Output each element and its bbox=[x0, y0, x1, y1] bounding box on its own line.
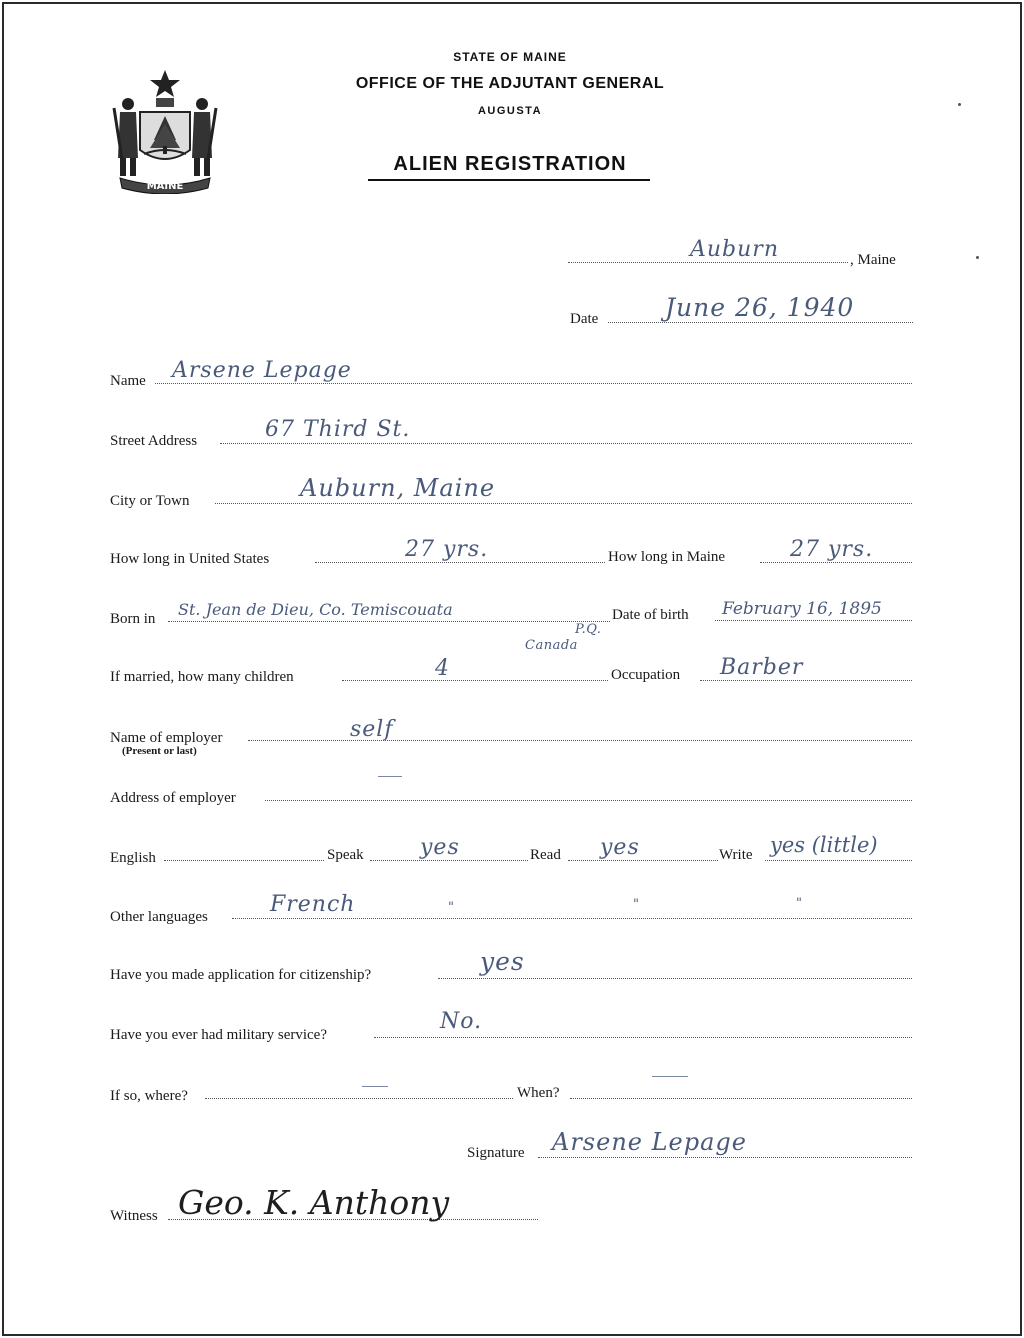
street-value: 67 Third St. bbox=[265, 417, 411, 442]
name-label: Name bbox=[110, 373, 146, 389]
employer-line bbox=[248, 740, 912, 741]
children-label: If married, how many children bbox=[110, 669, 294, 685]
place-line bbox=[568, 262, 848, 263]
employer-address-label: Address of employer bbox=[110, 790, 236, 806]
city-value: Auburn, Maine bbox=[300, 474, 496, 502]
date-value: June 26, 1940 bbox=[665, 293, 855, 322]
dob-value: February 16, 1895 bbox=[722, 599, 882, 619]
dob-label: Date of birth bbox=[612, 607, 689, 623]
name-value: Arsene Lepage bbox=[172, 358, 352, 383]
english-label: English bbox=[110, 850, 156, 866]
witness-value: Geo. K. Anthony bbox=[178, 1183, 450, 1222]
ditto-mark: " bbox=[796, 896, 803, 911]
state-heading: STATE OF MAINE bbox=[453, 50, 567, 64]
ditto-mark: " bbox=[448, 900, 455, 915]
city-line bbox=[215, 503, 912, 504]
maine-time-line bbox=[760, 562, 912, 563]
occupation-label: Occupation bbox=[611, 667, 681, 683]
citizenship-line bbox=[438, 978, 912, 979]
read-label: Read bbox=[530, 847, 561, 863]
street-label: Street Address bbox=[110, 433, 198, 449]
state-seal-icon bbox=[110, 68, 220, 194]
signature-label: Signature bbox=[467, 1145, 525, 1161]
citizenship-value: yes bbox=[480, 947, 525, 976]
us-time-value: 27 yrs. bbox=[405, 537, 489, 562]
speak-value: yes bbox=[420, 835, 460, 860]
place-label: , Maine bbox=[850, 252, 896, 268]
street-line bbox=[220, 443, 912, 444]
speak-label: Speak bbox=[327, 847, 364, 863]
office-heading: OFFICE OF THE ADJUTANT GENERAL bbox=[355, 75, 665, 92]
military-label: Have you ever had military service? bbox=[110, 1027, 327, 1043]
write-line bbox=[765, 860, 912, 861]
occupation-value: Barber bbox=[720, 655, 804, 680]
write-label: Write bbox=[719, 847, 753, 863]
military-line bbox=[374, 1037, 912, 1038]
employer-label: Name of employer bbox=[110, 730, 223, 746]
write-value: yes (little) bbox=[770, 833, 878, 857]
signature-line bbox=[538, 1157, 912, 1158]
us-time-label: How long in United States bbox=[110, 551, 270, 567]
employer-address-dash bbox=[378, 776, 402, 777]
when-label: When? bbox=[517, 1085, 560, 1101]
name-line bbox=[155, 383, 912, 384]
read-line bbox=[568, 860, 718, 861]
date-line bbox=[608, 322, 913, 323]
when-dash bbox=[652, 1076, 688, 1077]
maine-time-label: How long in Maine bbox=[608, 549, 726, 565]
military-value: No. bbox=[440, 1009, 483, 1034]
date-label: Date bbox=[570, 311, 599, 327]
seal-banner-text: MAINE bbox=[146, 181, 184, 192]
english-line bbox=[164, 860, 324, 861]
children-value: 4 bbox=[435, 656, 450, 681]
witness-label: Witness bbox=[110, 1208, 158, 1224]
city-heading: AUGUSTA bbox=[477, 105, 543, 117]
employer-address-line bbox=[265, 800, 912, 801]
title-underline bbox=[368, 179, 650, 181]
paper-speck bbox=[976, 256, 979, 259]
born-value: St. Jean de Dieu, Co. Temiscouata bbox=[178, 600, 453, 619]
citizenship-label: Have you made application for citizenship? bbox=[110, 967, 372, 983]
children-line bbox=[342, 680, 608, 681]
employer-value: self bbox=[350, 717, 394, 742]
other-languages-line bbox=[232, 918, 912, 919]
born-country: Canada bbox=[525, 638, 578, 653]
ditto-mark: " bbox=[633, 897, 640, 912]
city-label: City or Town bbox=[110, 493, 190, 509]
read-value: yes bbox=[600, 835, 640, 860]
born-province: P.Q. bbox=[575, 622, 602, 637]
where-dash bbox=[362, 1086, 388, 1087]
us-time-line bbox=[315, 562, 605, 563]
paper-speck bbox=[958, 103, 961, 106]
other-languages-value: French bbox=[270, 892, 356, 917]
when-line bbox=[570, 1098, 912, 1099]
maine-time-value: 27 yrs. bbox=[790, 537, 874, 562]
form-title: ALIEN REGISTRATION bbox=[393, 153, 627, 175]
where-line bbox=[205, 1098, 513, 1099]
signature-value: Arsene Lepage bbox=[552, 1128, 747, 1156]
occupation-line bbox=[700, 680, 912, 681]
born-label: Born in bbox=[110, 611, 156, 627]
where-label: If so, where? bbox=[110, 1088, 188, 1104]
other-languages-label: Other languages bbox=[110, 909, 208, 925]
speak-line bbox=[370, 860, 528, 861]
place-value: Auburn bbox=[690, 237, 779, 262]
employer-sublabel: (Present or last) bbox=[122, 745, 197, 757]
